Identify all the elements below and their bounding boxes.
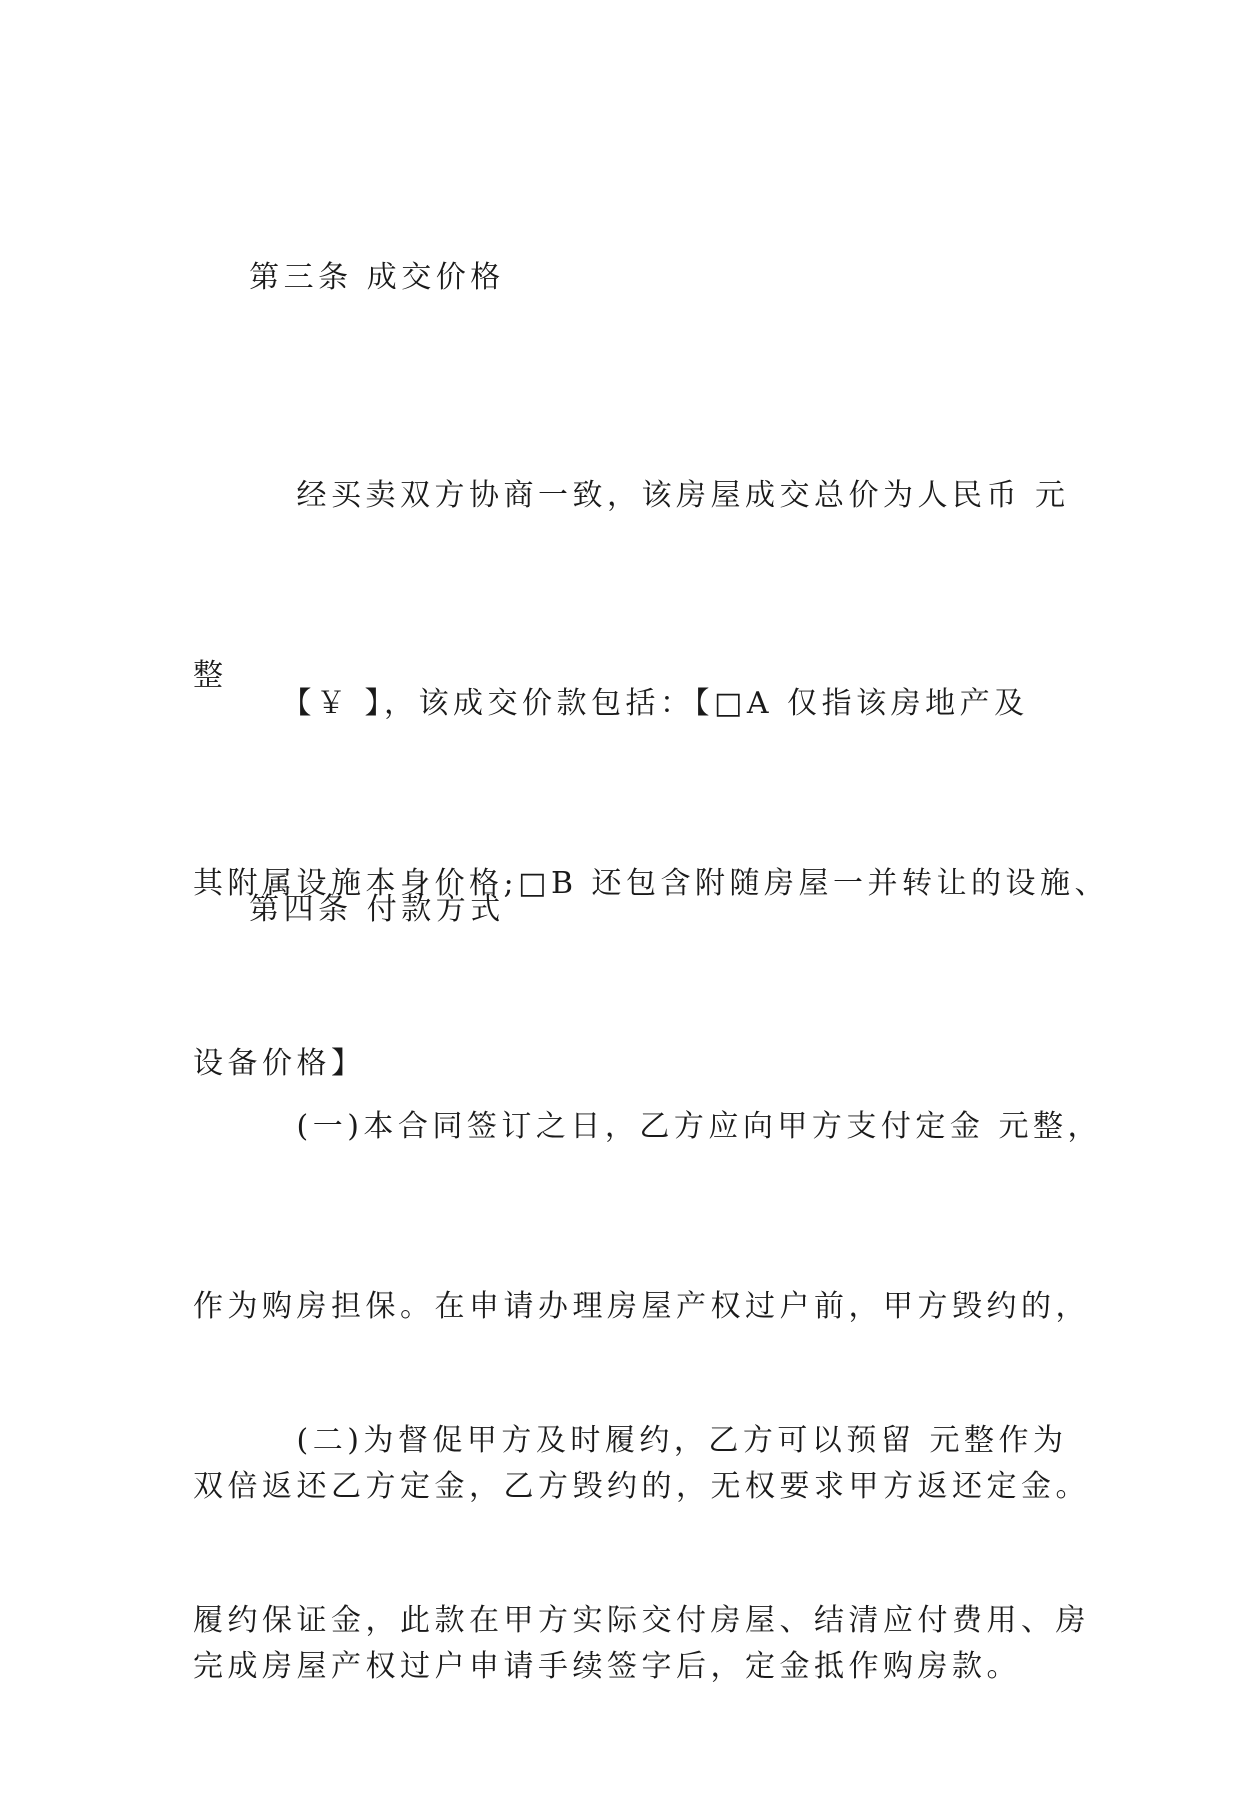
article-4-title-text: 第四条 付款方式 xyxy=(249,892,505,927)
text-line: 设备价格】 xyxy=(193,1046,366,1081)
text-line: 完成房屋产权过户申请手续签字后，定金抵作购房款。 xyxy=(193,1649,1021,1684)
text-line: 其附属设施本身价格;□B 还包含附随房屋一并转让的设施、 xyxy=(193,866,1110,901)
text-line: (一)本合同签订之日，乙方应向甲方支付定金 元整， xyxy=(193,1109,1102,1144)
text-line: 经买卖双方协商一致，该房屋成交总价为人民币 元 xyxy=(193,478,1070,513)
article-4-paragraph-2 xyxy=(193,1291,1093,1771)
text-line: (二)为督促甲方及时履约，乙方可以预留 元整作为 xyxy=(193,1423,1068,1458)
text-line: 【￥ 】，该成交价款包括：【□A 仅指该房地产及 xyxy=(193,686,1029,721)
text-line: 双倍返还乙方定金，乙方毁约的，无权要求甲方返还定金。 xyxy=(193,1469,1090,1504)
article-3-title-text: 第三条 成交价格 xyxy=(249,260,505,295)
text-line: 履约保证金，此款在甲方实际交付房屋、结清应付费用、房 xyxy=(193,1603,1090,1638)
article-3-title xyxy=(193,188,1093,368)
text-line: 作为购房担保。在申请办理房屋产权过户前，甲方毁约的， xyxy=(193,1289,1090,1324)
text-line: 整 xyxy=(193,658,228,693)
article-4-title xyxy=(193,820,1110,1000)
